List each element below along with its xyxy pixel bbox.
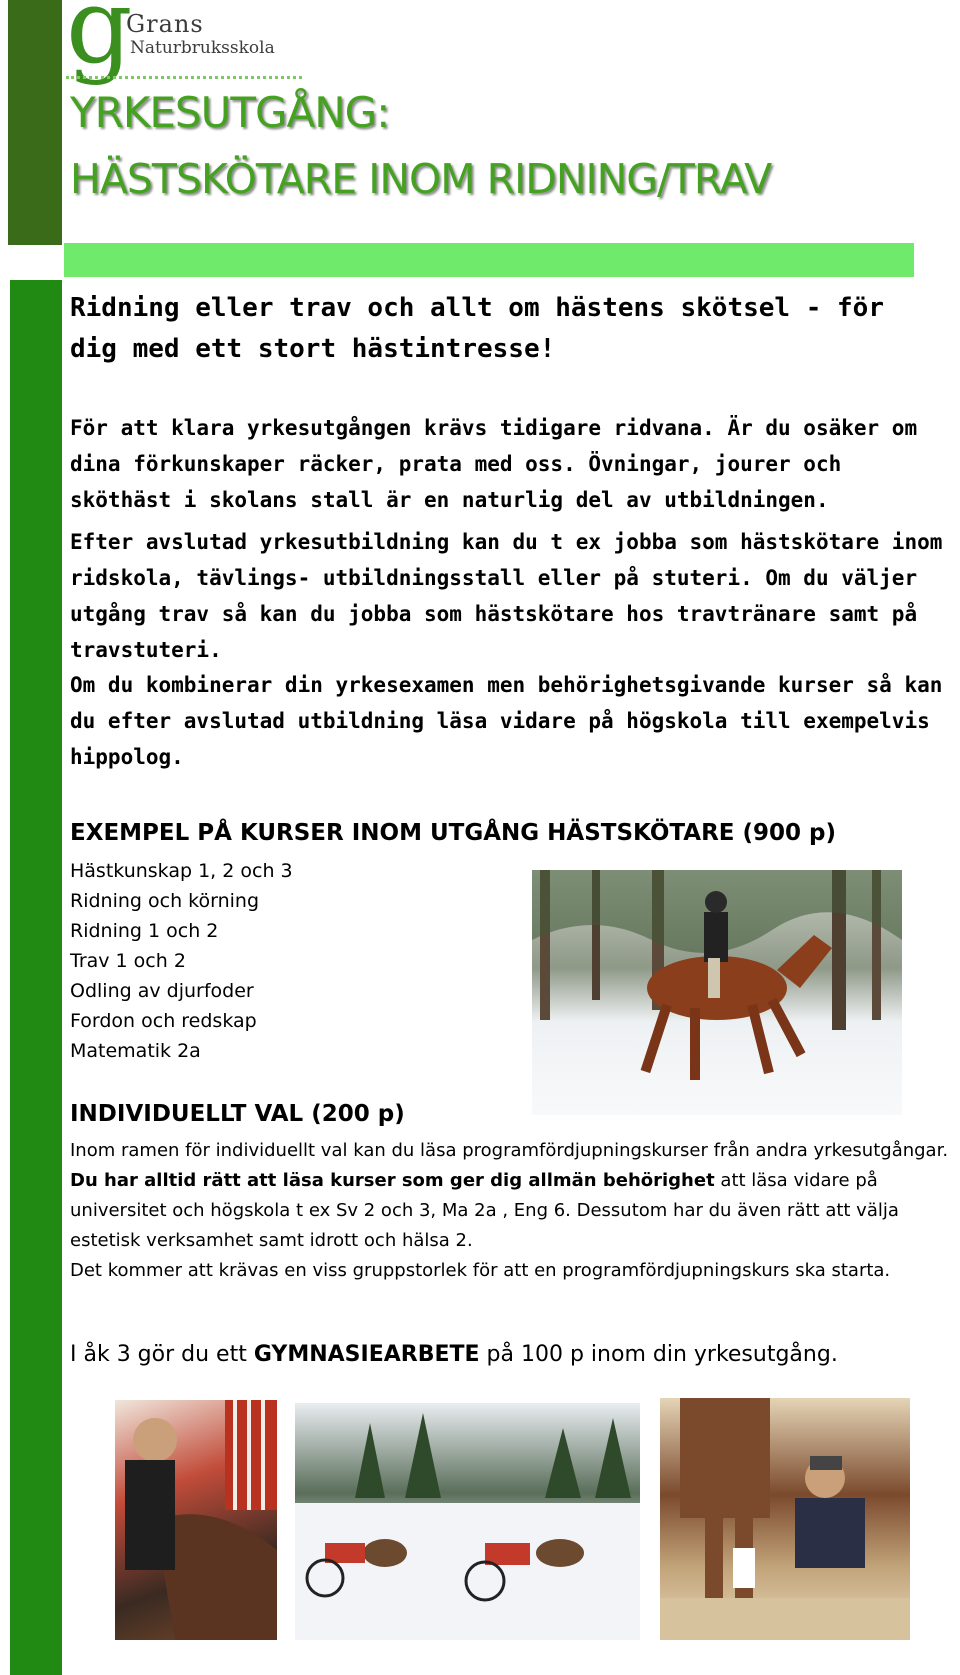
photo-braiding-mane (115, 1400, 277, 1640)
rider-illustration (532, 870, 902, 1115)
logo-subtitle: Naturbruksskola (130, 38, 275, 58)
course-list (70, 856, 293, 1066)
individual-choice-text (70, 1136, 950, 1286)
list-item: Hästkunskap 1, 2 och 3 (70, 860, 293, 882)
paragraph-prerequisites: För att klara yrkesutgången krävs tidigare ridvana. Är du osäker om dina förkunskaper räcker, prata med oss. Övningar, jourer och sköthäst i skolans stall är en naturlig del av utbildningen. (70, 416, 918, 512)
photo-trotting-carts (295, 1403, 640, 1640)
list-item: Odling av djurfoder (70, 980, 254, 1002)
gymnasiearbete-prefix: I åk 3 gör du ett (70, 1342, 254, 1367)
individual-choice-heading: INDIVIDUELLT VAL (200 p) (70, 1101, 405, 1127)
leg-wrapping-illustration (660, 1398, 910, 1640)
logo-dotted-line (66, 76, 302, 79)
list-item: Trav 1 och 2 (70, 950, 186, 972)
photo-leg-wrapping (660, 1398, 910, 1640)
page-title: YRKESUTGÅNG: (70, 88, 390, 137)
school-logo (66, 0, 306, 87)
individual-text-group-size: Det kommer att krävas en viss gruppstorlek för att en programfördjupningskurs ska starta. (70, 1260, 891, 1281)
courses-heading: EXEMPEL PÅ KURSER INOM UTGÅNG HÄSTSKÖTARE (900 p) (70, 820, 837, 846)
paragraph-careers: Efter avslutad yrkesutbildning kan du t ex jobba som hästskötare inom ridskola, tävlings- utbildningsstall eller på stuteri. Om du väljer utgång trav så kan du jobba som hästskötare hos travtränare samt på travstuteri. (70, 530, 943, 662)
gymnasiearbete-text (70, 1342, 838, 1367)
paragraph-further-studies: Om du kombinerar din yrkesexamen men behörighetsgivande kurser så kan du efter avslutad utbildning läsa vidare på högskola till exempelvis hippolog. (70, 673, 943, 769)
trotting-illustration (295, 1403, 640, 1640)
individual-text-emphasis: Du har alltid rätt att läsa kurser som ger dig allmän behörighet (70, 1170, 715, 1191)
gymnasiearbete-suffix: på 100 p inom din yrkesutgång. (479, 1342, 838, 1367)
individual-text-start: Inom ramen för individuellt val kan du läsa programfördjupningskurser från andra yrkesutgångar. (70, 1140, 949, 1161)
braiding-illustration (115, 1400, 277, 1640)
list-item: Ridning 1 och 2 (70, 920, 219, 942)
list-item: Fordon och redskap (70, 1010, 257, 1032)
logo-letter: g (66, 0, 133, 87)
gymnasiearbete-emphasis: GYMNASIEARBETE (253, 1342, 480, 1367)
left-bar (10, 280, 62, 1675)
individual-text-continued: att läsa vidare på universitet och högskola t ex Sv 2 och 3, Ma 2a , Eng 6. Dessutom har du även rätt att välja estetisk verksamhet samt idrott och hälsa 2. (70, 1170, 899, 1251)
logo-name: Grans (126, 10, 204, 38)
list-item: Matematik 2a (70, 1040, 201, 1062)
header-stripe (64, 243, 914, 277)
left-bar-top (8, 0, 62, 245)
page-subtitle: HÄSTSKÖTARE INOM RIDNING/TRAV (70, 155, 772, 203)
intro-text: Ridning eller trav och allt om hästens skötsel - för dig med ett stort hästintresse! (70, 293, 884, 364)
list-item: Ridning och körning (70, 890, 260, 912)
photo-rider-snow (532, 870, 902, 1115)
